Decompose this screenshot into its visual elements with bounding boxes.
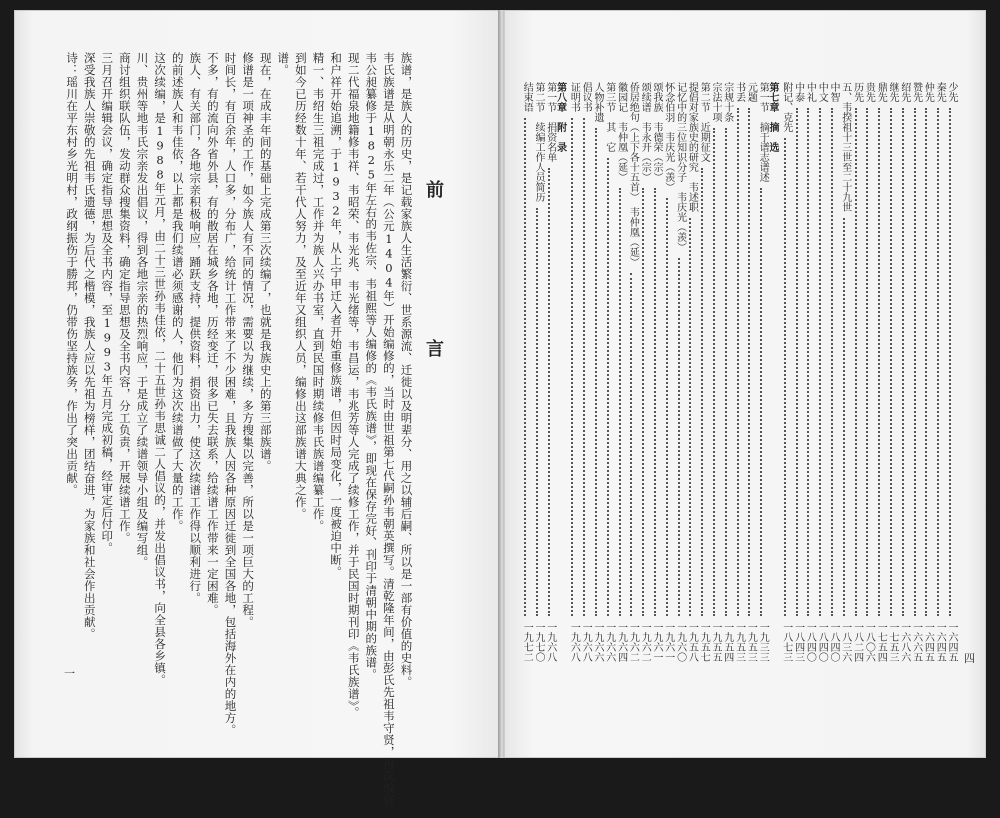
preface-column: 韦氏族谱是从明朝永乐二年（公元1404年）开始编修的，当时由世祖第七代嗣孙韦朝英撰写。清乾隆年间，由彭氏先祖韦守贤，再次编修。 [381,52,396,818]
preface-column: 诗：瑶川在平东村乡光明村，政纲振伤于勝邦，仍带伤坚持族务，作出了突出贡献。 [65,52,80,496]
preface-title: 前 言 [423,180,444,417]
toc-entry-title: 人物补遗 [592,82,603,122]
toc-entry-title: 附记、克先 [780,82,792,132]
toc-entry-page: 一六六五 [910,622,922,662]
toc-entry-page: 一九五四 [721,622,733,662]
preface-column: 现在，在成丰年间的基础上完成第三次续编了，也就是我族史上的第三部族谱。 [258,52,273,472]
toc-entry-title: 颂我族 韦德荣（宗） [651,82,662,182]
preface-column: 修谱是一项神圣的工作，如今族人有不同的情况，需要以为继续，多方搜集以完善，所以是一项巨大的工程。 [241,52,256,628]
toc-entry-title: 提倡对家族史的研究 韦述职 [686,82,698,212]
toc-entry-page: 一八七三 [780,622,792,662]
toc-leader-dots [701,168,703,616]
toc-entry-title: 中文 [816,82,828,102]
right-page [504,10,986,758]
toc-entry-page: 一八二四 [851,622,863,662]
toc-entry-title: 宗规十条 [721,82,733,122]
toc-entry [578,82,590,662]
toc-entry-page: 一九五七 [698,622,710,662]
toc-entry [684,82,696,662]
toc-entry-title: 少先 [946,82,957,102]
toc-entry-title: 继先 [887,82,898,102]
toc-entry-title: 证明书 [568,82,580,112]
toc-entry-title: 第二节 近期征文 [698,82,710,162]
preface-column: 族谱，是族人的历史，是记载家族人生活繁衍、世系源流、迁徙以及明辈分、用之以辅后嗣、所以是一部有价值的史料。 [399,52,414,688]
toc-leader-dots [843,218,845,616]
toc-entry-title: 侨居绝句（上下各十五首） 韦仲凰（延） [627,82,639,267]
toc-entry-page: 一九五三 [733,622,745,662]
toc-entry [661,82,673,662]
toc-entry-title: 五、韦揆祖十三世至二十九世 [839,82,851,212]
preface-column: 和户祥开始追溯，于1932年，从上宁甲迁入者开始重修族谱，但因时局变化，一度被迫中断。 [329,52,344,578]
book-spread [14,10,986,818]
toc-leader-dots [725,128,727,616]
toc-entry-page: 一八四三 [792,622,804,662]
toc-leader-dots [819,108,821,616]
toc-entry-page: 一九三三 [757,622,769,662]
toc-entry-title: 中礼 [804,82,816,102]
toc-leader-dots [571,118,573,616]
toc-leader-dots [914,108,916,616]
toc-entry-title: 第二节 续编工作人员简历 [533,82,544,202]
toc-entry-title: 秦先 [934,82,946,102]
toc-leader-dots [630,273,632,616]
toc-entry-page: 一七五三 [887,622,898,662]
toc-entry [696,82,708,662]
toc-entry-title: 第三节 其 它 [603,82,615,152]
toc-leader-dots [878,108,880,616]
toc-leader-dots [607,158,609,616]
toc-entry-page: 一八四〇 [816,622,828,662]
preface-column: 三月召开编辑会议，确定指导思想及全书内容，至1993年五月完成初稿，经审定后付印。 [100,52,115,554]
toc-entry-page: 一八四〇 [804,622,816,662]
toc-entry-title: 第八章 附 录 [554,82,566,152]
toc-entry-title: 鼎先 [875,82,887,102]
toc-entry-page: 一九五八 [686,622,698,662]
toc-entry-title: 宗法十项 [710,82,721,122]
toc-entry [944,82,956,662]
toc-entry-page: 一九六一 [651,622,662,662]
toc-leader-dots [666,198,668,616]
toc-entry-page: 一九六四 [615,622,627,662]
left-page [14,10,500,818]
toc-entry-title: 元题 [745,82,757,102]
toc-entry [590,82,602,662]
toc-entry-title: 第七章 摘 选 [767,82,778,152]
toc-entry-page: 一九六〇 [674,622,686,662]
toc-chapter-heading [767,82,777,662]
toc-entry-title: 第一节 摘于谱志谱述 [757,82,769,182]
toc-leader-dots [855,108,857,616]
toc-entry [637,82,649,662]
toc-entry-title: 中泰 [792,82,804,102]
toc-entry-page: 一八三六 [839,622,851,662]
toc-leader-dots [784,138,786,616]
toc-entry [543,82,555,662]
toc-entry-page: 一六四五 [922,622,934,662]
toc-leader-dots [760,188,762,616]
toc-entry [897,82,909,662]
toc-leader-dots [937,108,939,616]
toc-entry-page: 一六四五 [946,622,957,662]
preface-column: 商讨组织联队伍，发动群众搜集资料，确定指导思想及全书内容，分工负责，开展续谱工作。 [117,52,132,544]
toc-entry-page: 一七五四 [875,622,887,662]
toc-leader-dots [713,128,715,616]
toc-entry [720,82,732,662]
toc-leader-dots [678,258,680,616]
toc-entry-title: 颂续谱 韦永开（宗） [639,82,651,182]
toc-entry [885,82,897,662]
toc-leader-dots [654,188,656,616]
toc-entry [838,82,850,662]
toc-leader-dots [807,108,809,616]
toc-entry-page: 一九七〇 [533,622,544,662]
toc-entry [673,82,685,662]
toc-entry-title: 倡议书 [580,82,592,112]
toc-entry [814,82,826,662]
toc-entry-page: 一九六八 [544,622,556,662]
toc-leader-dots [548,168,550,616]
toc-entry [743,82,755,662]
toc-entry [566,82,578,662]
toc-leader-dots [689,218,691,616]
right-page-number: 四 [964,652,975,665]
toc-entry [932,82,944,662]
toc-entry [531,82,543,662]
toc-entry-page: 一九五五 [710,622,721,662]
toc-entry [909,82,921,662]
preface-column: 现二代福泉地籍修韦祥、韦昭荣、韦光兆、韦光绪等，韦昌运，韦兆芳等人完成了续修工作，并于民国时期刊印《韦氏族谱》。 [346,52,361,719]
toc-entry-title: 怀念伯羽 韦庆光（羡） [662,82,674,192]
toc-entry-title: 记忆中的三位知识分子 韦庆光（羡） [674,82,686,252]
preface-column: 时间长，有百余年，人口多，分布广，给统计工作带来了不少困难，且我族人因各种原因迁徙到全国各地，包括海外在内的地方。 [223,52,238,736]
toc-entry-title: 赞先 [910,82,922,102]
toc-entry-page: 一九七二 [521,622,533,662]
toc-entry-title: 书丢 [733,82,745,102]
preface-column: 深受我族人崇敬的先祖韦氏遗德，为后代之楷模，我族人应以先祖为榜样，团结奋进，为家族和社会作出贡献。 [82,52,97,640]
toc-leader-dots [737,108,739,616]
preface-column: 川、贵州等地韦氏宗亲发出倡议，得到各地宗亲的热烈响应，于是成立了续谱领导小组及编写组。 [135,52,150,568]
toc-entry-page: 一六八六 [898,622,910,662]
toc-leader-dots [619,188,621,616]
toc-entry [602,82,614,662]
toc-leader-dots [890,108,892,616]
toc-entry [873,82,885,662]
toc-entry-title: 第一节 捐资名单 [544,82,556,162]
toc-entry [779,82,791,662]
toc-entry-page: 一九六二 [627,622,639,662]
toc-entry [920,82,932,662]
toc-entry-page: 一八四〇 [828,622,839,662]
toc-leader-dots [902,108,904,616]
preface-column: 精一、韦绍生三祖完成过，工作并为族人兴办书室，直到民国时期续修韦氏族谱编纂工作。 [311,52,326,532]
toc-entry-page: 一九五三 [745,622,757,662]
preface-column: 族人、有关部门，各地宗亲积极响应，踊跃支持，提供资料，捐资出力，使这次续谱工作得以顺利进行。 [188,52,203,604]
toc-entry-page: 一九六八 [568,622,580,662]
toc-entry-title: 贵先 [863,82,875,102]
toc-entry [519,82,531,662]
toc-entry-page: 一九六六 [592,622,603,662]
toc-leader-dots [796,108,798,616]
toc-chapter-heading [555,82,565,662]
toc-entry-page: 一九六六 [603,622,615,662]
toc-entry-title: 绍先 [898,82,910,102]
toc-leader-dots [748,108,750,616]
toc-entry-page: 一六四五 [934,622,946,662]
preface-column: 的前述族人和韦佳依，以上都是我们续谱必须感谢的人，他们为这次续谱做了大量的工作。 [170,52,185,532]
toc-entry-title: 仲先 [922,82,934,102]
toc-entry [708,82,720,662]
toc-leader-dots [583,118,585,616]
toc-leader-dots [925,108,927,616]
toc-entry-title: 历先 [851,82,863,102]
preface-column: 这次续编，是1988年元月，由二十三世孙韦佳依，二十五世孙韦思诚二人倡议的，并发出倡议书，向全县各乡镇。 [153,52,168,686]
toc-entry [755,82,767,662]
toc-leader-dots [831,108,833,616]
toc-entry [649,82,661,662]
preface-column: 韦公昶纂修于1825年左右的韦佐宗、韦祖熙等人编修的《韦氏族谱》，即现在保存完好、刊印于清朝中期的族谱。 [364,52,379,681]
toc-entry-page: 一九六二 [639,622,651,662]
toc-entry-title: 徽园记 韦仲凰（延） [615,82,627,182]
toc-entry-page: 一九六一 [662,622,674,662]
toc-entry-title: 结束语 [521,82,533,112]
toc-leader-dots [595,128,597,616]
toc-leader-dots [536,208,538,616]
toc-entry-page: 一九六八 [580,622,592,662]
toc-leader-dots [949,108,951,616]
toc-entry-title: 中智 [828,82,839,102]
preface-column: 谱。 [276,52,291,76]
toc-leader-dots [642,188,644,616]
toc-entry [625,82,637,662]
toc-entry [791,82,803,662]
toc-leader-dots [524,118,526,616]
toc-leader-dots [866,108,868,616]
toc-entry [850,82,862,662]
toc-entry [861,82,873,662]
preface-column: 不多，有的流向外省外县，有的散居在城乡各地，历经变迁，很多已失去联系，给续谱工作带来一定困难。 [205,52,220,616]
toc-entry [614,82,626,662]
preface-column: 到如今已历经数十年、若干代人努力，及至近年又组织人员，编修出这部族谱大典之作。 [293,52,308,520]
toc-entry [732,82,744,662]
left-page-number: 一 [64,667,75,680]
toc-entry [826,82,838,662]
toc-entry-page: 一八〇六 [863,622,875,662]
toc-entry [802,82,814,662]
